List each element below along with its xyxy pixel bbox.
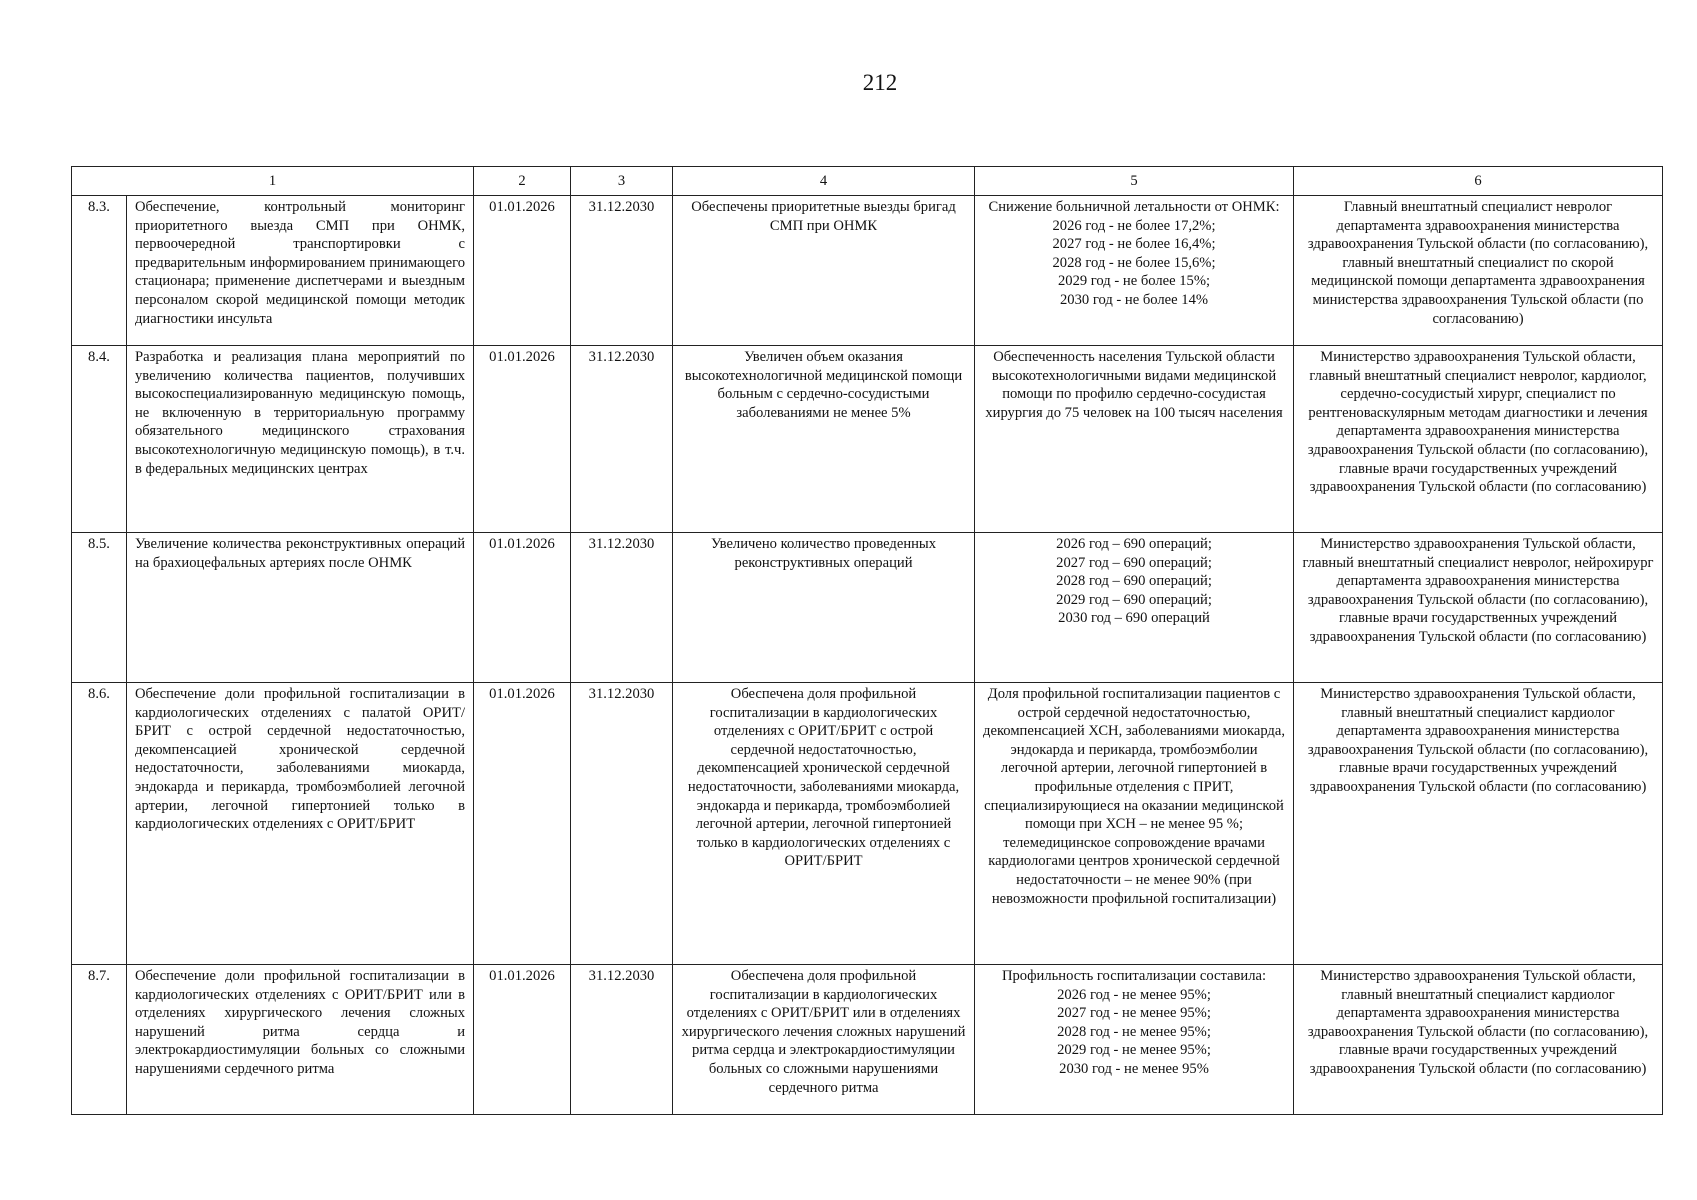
table-row: [72, 346, 1663, 533]
expected-result: Обеспечена доля профильной госпитализации в кардиологических отделениях с ОРИТ/БРИТ с острой сердечной недостаточностью, декомпенсацией хронической сердечной недостаточности, заболеваниями миокарда, эндокарда и перикарда, тромбоэмболией легочной артерии, легочной гипертонией только в кардиологических отделениях с ОРИТ/БРИТ: [673, 683, 975, 965]
row-number: 8.4.: [72, 346, 127, 533]
target-indicator: [975, 346, 1294, 533]
responsible-party: Главный внештатный специалист невролог департамента здравоохранения министерства здравоохранения Тульской области (по согласованию), главный внештатный специалист по скорой медицинской помощи департамента здравоохранения министерства здравоохранения Тульской области (по согласованию): [1294, 196, 1663, 346]
indicator-line: Снижение больничной летальности от ОНМК:: [988, 199, 1280, 215]
start-date: 01.01.2026: [474, 346, 571, 533]
responsible-party: Министерство здравоохранения Тульской области, главный внештатный специалист кардиолог департамента здравоохранения министерства здравоохранения Тульской области (по согласованию), главные врачи государственных учреждений здравоохранения Тульской области (по согласованию): [1294, 965, 1663, 1115]
indicator-line: Доля профильной госпитализации пациентов с острой сердечной недостаточностью, декомпенсацией ХСН, заболеваниями миокарда, эндокарда и перикарда, тромбоэмболии легочной артерии, легочной гипертонией в профильные отделения с ПРИТ, специализирующиеся на оказании медицинской помощи при ХСН – не менее 95 %;: [983, 686, 1285, 833]
row-number: 8.7.: [72, 965, 127, 1115]
target-indicator: [975, 965, 1294, 1115]
responsible-party: Министерство здравоохранения Тульской области, главный внештатный специалист невролог, кардиолог, сердечно-сосудистый хирург, специалист по рентгеноваскулярным методам диагностики и лечения департамента здравоохранения министерства здравоохранения Тульской области (по согласованию), главные врачи государственных учреждений здравоохранения Тульской области (по согласованию): [1294, 346, 1663, 533]
start-date: 01.01.2026: [474, 196, 571, 346]
indicator-line: 2026 год – 690 операций;: [1056, 536, 1212, 552]
indicator-line: Профильность госпитализации составила:: [1001, 968, 1267, 984]
column-header-1: 1: [72, 167, 474, 196]
indicator-line: 2028 год – 690 операций;: [1056, 573, 1212, 590]
row-number: 8.5.: [72, 533, 127, 683]
row-number: 8.6.: [72, 683, 127, 965]
table-row: [72, 683, 1663, 965]
page-number: 212: [862, 70, 898, 95]
expected-result: Увеличено количество проведенных реконструктивных операций: [673, 533, 975, 683]
column-header-3: 3: [571, 167, 673, 196]
header-row: [72, 167, 1663, 196]
event-description: Обеспечение, контрольный мониторинг приоритетного выезда СМП при ОНМК, первоочередной транспортировки с предварительным информированием принимающего стационара; применение диспетчерами и выездным персоналом скорой медицинской помощи методик диагностики инсульта: [127, 196, 474, 346]
responsible-party: Министерство здравоохранения Тульской области, главный внештатный специалист кардиолог департамента здравоохранения министерства здравоохранения Тульской области (по согласованию), главные врачи государственных учреждений здравоохранения Тульской области (по согласованию): [1294, 683, 1663, 965]
indicator-line: 2026 год - не менее 95%;: [1057, 986, 1211, 1003]
table-row: [72, 533, 1663, 683]
end-date: 31.12.2030: [571, 346, 673, 533]
column-header-4: 4: [673, 167, 975, 196]
expected-result: Обеспечены приоритетные выезды бригад СМП при ОНМК: [673, 196, 975, 346]
indicator-line: 2028 год - не менее 95%;: [1057, 1023, 1211, 1040]
column-header-2: 2: [474, 167, 571, 196]
action-plan-table: [71, 166, 1663, 1115]
target-indicator: [975, 196, 1294, 346]
column-header-5: 5: [975, 167, 1294, 196]
indicator-line: 2030 год - не более 14%: [1060, 291, 1209, 308]
indicator-line: Обеспеченность населения Тульской области высокотехнологичными видами медицинской помощи по профилю сердечно-сосудистая хирургия до 75 человек на 100 тысяч населения: [985, 349, 1283, 421]
indicator-line: 2027 год - не более 16,4%;: [1052, 236, 1216, 253]
end-date: 31.12.2030: [571, 196, 673, 346]
event-description: Увеличение количества реконструктивных операций на брахиоцефальных артериях после ОНМК: [127, 533, 474, 683]
indicator-line: 2026 год - не более 17,2%;: [1052, 217, 1216, 234]
start-date: 01.01.2026: [474, 533, 571, 683]
start-date: 01.01.2026: [474, 683, 571, 965]
table-row: [72, 196, 1663, 346]
start-date: 01.01.2026: [474, 965, 571, 1115]
target-indicator: [975, 533, 1294, 683]
column-header-6: 6: [1294, 167, 1663, 196]
indicator-line: 2030 год - не менее 95%: [1059, 1060, 1209, 1077]
table-row: [72, 965, 1663, 1115]
indicator-line: 2027 год - не менее 95%;: [1057, 1005, 1211, 1022]
indicator-line: 2029 год - не менее 95%;: [1057, 1042, 1211, 1059]
indicator-line: 2030 год – 690 операций: [1058, 610, 1210, 627]
expected-result: Увеличен объем оказания высокотехнологичной медицинской помощи больным с сердечно-сосудистыми заболеваниями не менее 5%: [673, 346, 975, 533]
responsible-party: Министерство здравоохранения Тульской области, главный внештатный специалист невролог, нейрохирург департамента здравоохранения министерства здравоохранения Тульской области (по согласованию), главные врачи государственных учреждений здравоохранения Тульской области (по согласованию): [1294, 533, 1663, 683]
row-number: 8.3.: [72, 196, 127, 346]
indicator-line: телемедицинское сопровождение врачами кардиологами центров хронической сердечной недостаточности – не менее 90% (при невозможности профильной госпитализации): [988, 834, 1280, 907]
indicator-line: 2028 год - не более 15,6%;: [1052, 254, 1216, 271]
target-indicator: [975, 683, 1294, 965]
indicator-line: 2027 год – 690 операций;: [1056, 554, 1212, 571]
indicator-line: 2029 год - не более 15%;: [1057, 273, 1211, 290]
event-description: Обеспечение доли профильной госпитализации в кардиологических отделениях с палатой ОРИТ/БРИТ с острой сердечной недостаточностью, декомпенсацией хронической сердечной недостаточности, заболеваниями миокарда, эндокарда и перикарда, тромбоэмболией легочной артерии, легочной гипертонией только в кардиологических отделениях с ОРИТ/БРИТ: [127, 683, 474, 965]
expected-result: Обеспечена доля профильной госпитализации в кардиологических отделениях с ОРИТ/БРИТ или в отделениях хирургического лечения сложных нарушений ритма сердца и электрокардиостимуляции больных со сложными нарушениями сердечного ритма: [673, 965, 975, 1115]
event-description: Разработка и реализация плана мероприятий по увеличению количества пациентов, получивших высокоспециализированную медицинскую помощь, не включенную в территориальную программу обязательного медицинского страхования высокотехнологичную медицинскую помощь), в т.ч. в федеральных медицинских центрах: [127, 346, 474, 533]
indicator-line: 2029 год – 690 операций;: [1056, 591, 1212, 608]
end-date: 31.12.2030: [571, 533, 673, 683]
event-description: Обеспечение доли профильной госпитализации в кардиологических отделениях с ОРИТ/БРИТ или в отделениях хирургического лечения сложных нарушений ритма сердца и электрокардиостимуляции больных со сложными нарушениями сердечного ритма: [127, 965, 474, 1115]
end-date: 31.12.2030: [571, 965, 673, 1115]
end-date: 31.12.2030: [571, 683, 673, 965]
